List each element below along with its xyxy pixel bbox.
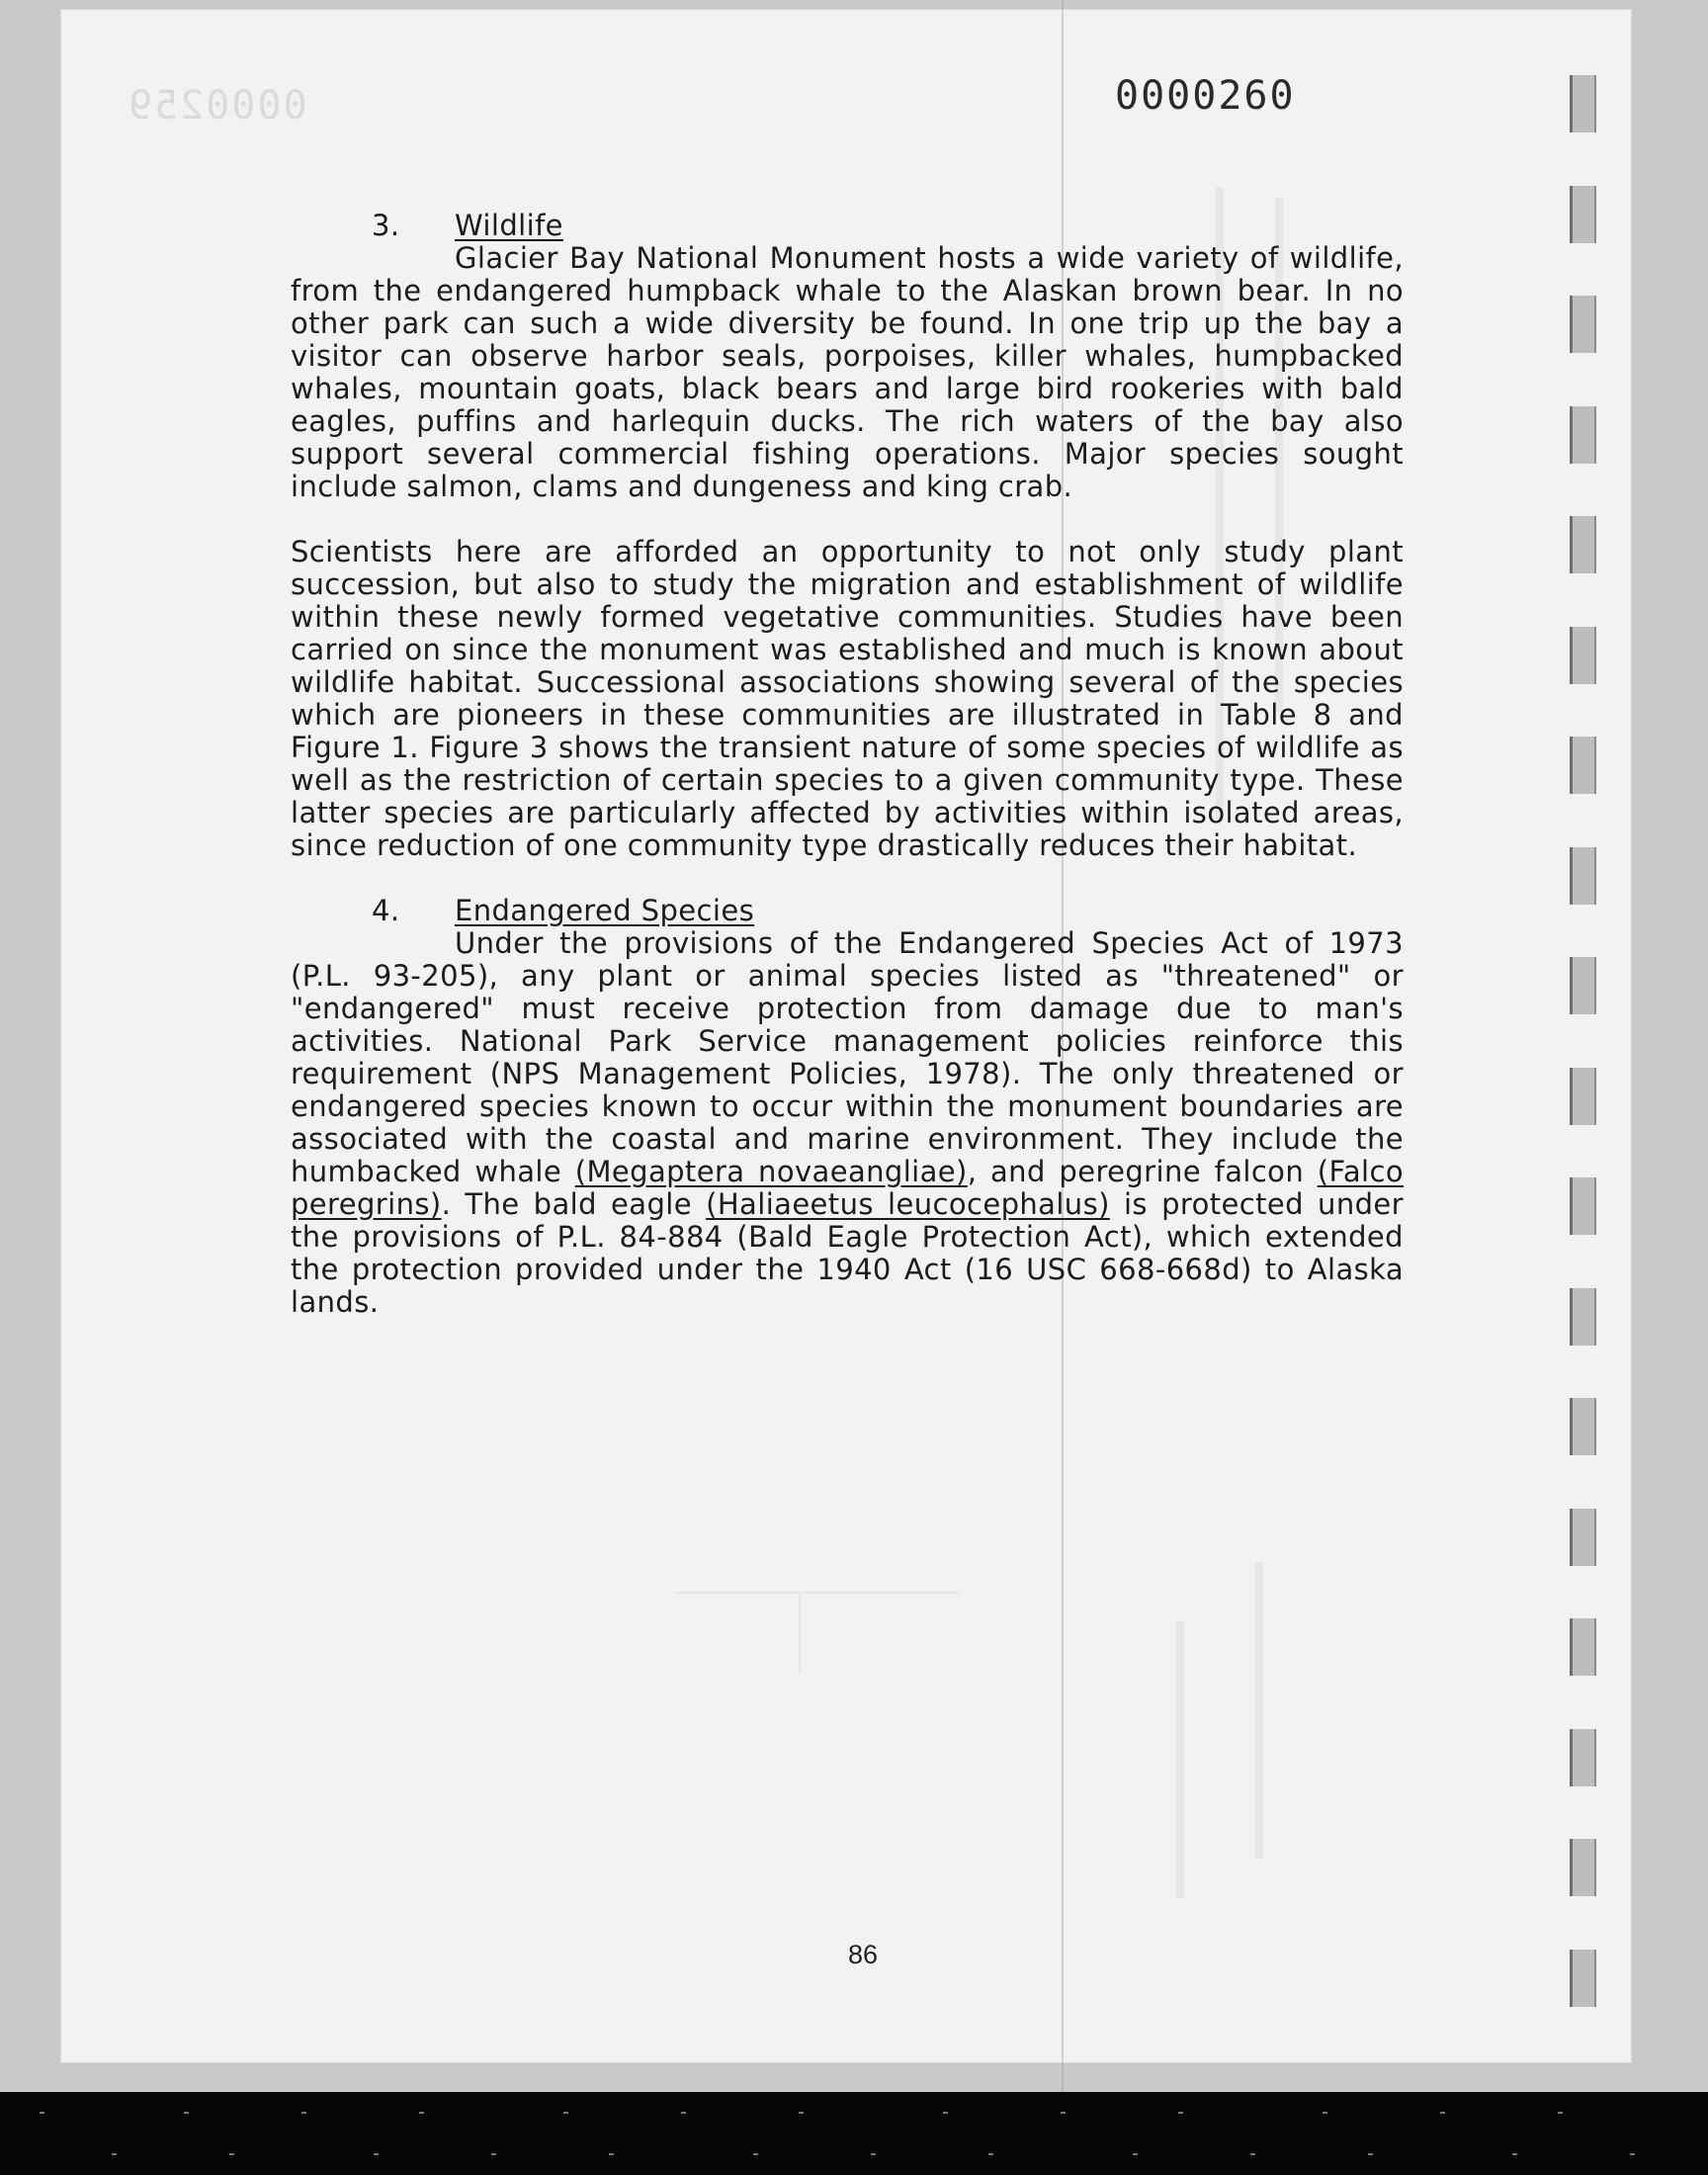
- bleed-through-mark: [676, 1592, 959, 1594]
- binder-hole: [1570, 1068, 1596, 1125]
- binder-hole: [1570, 406, 1596, 464]
- scan-speck: [1250, 2153, 1255, 2155]
- scan-speck: [1368, 2153, 1373, 2155]
- text-run: is protected under the provisions of P.L. 84-884 (Bald Eagle Protection Act), which extended the protection provided under the 1940 Act (16 USC 668-668d) to Alaska lands.: [291, 1187, 1404, 1319]
- text-run: Under the provisions of the Endangered Species Act of 1973 (P.L. 93-205), any plant or animal species listed as "threatened" or "endangered" must receive protection from damage due to man's activities. National Park Service management policies reinforce this requirement (NPS Management Policies, 1978). The only threatened or endangered species known to occur within the monument boundaries are associated with the coastal and marine environment. They include the humbacked whale: [291, 926, 1404, 1188]
- scan-speck: [229, 2153, 234, 2155]
- scan-speck: [112, 2153, 117, 2155]
- binder-hole: [1570, 737, 1596, 794]
- section-number: 4.: [372, 894, 400, 927]
- scan-speck: [1512, 2153, 1517, 2155]
- bleed-through-mark: [1176, 1621, 1184, 1898]
- section-number: 3.: [372, 209, 400, 242]
- binder-hole: [1570, 847, 1596, 905]
- binder-hole: [1570, 627, 1596, 684]
- text-run: . The bald eagle: [441, 1187, 707, 1221]
- scan-speck: [1323, 2112, 1327, 2114]
- scan-speck: [871, 2153, 876, 2155]
- page-number: 86: [847, 1940, 879, 1969]
- stamp-number-ghost: 0000259: [127, 83, 307, 129]
- scan-speck: [1440, 2112, 1445, 2114]
- scan-speck: [799, 2112, 804, 2114]
- binder-hole: [1570, 1509, 1596, 1566]
- scan-speck: [1061, 2112, 1066, 2114]
- binder-hole: [1570, 1618, 1596, 1676]
- scan-speck: [563, 2112, 568, 2114]
- scan-speck: [491, 2153, 496, 2155]
- text-run: , and peregrine falcon: [967, 1155, 1318, 1188]
- scan-speck: [301, 2112, 306, 2114]
- paragraph: Scientists here are afforded an opportunity to not only study plant succession, but also to study the migration and establishment of wildlife within these newly formed vegetative communities. Studies have been carried on since the monument was established and much is known about wildlife habitat. Successional associations showing several of the species which are pioneers in these communities are illustrated in Table 8 and Figure 1. Figure 3 shows the transient nature of some species of wildlife as well as the restriction of certain species to a given community type. These latter species are particularly affected by activities within isolated areas, since reduction of one community type drastically reduces their habitat.: [291, 535, 1404, 862]
- scan-speck: [943, 2112, 948, 2114]
- binder-hole: [1570, 1950, 1596, 2007]
- scan-speck: [374, 2153, 379, 2155]
- section-heading-wildlife: [291, 210, 1404, 242]
- species-name: (Megaptera novaeangliae): [574, 1155, 968, 1188]
- scan-speck: [184, 2112, 189, 2114]
- binder-hole: [1570, 1177, 1596, 1235]
- section-title: Endangered Species: [455, 894, 755, 927]
- paragraph: [291, 927, 1404, 1319]
- section-heading-endangered-species: [291, 895, 1404, 927]
- binder-hole: [1570, 957, 1596, 1014]
- binder-hole: [1570, 1398, 1596, 1455]
- document-body: [291, 210, 1404, 1319]
- scan-speck: [1630, 2153, 1635, 2155]
- species-name: (Haliaeetus leucocephalus): [706, 1187, 1110, 1221]
- binder-hole: [1570, 1729, 1596, 1786]
- species-name: (Falco peregrins): [291, 1155, 1404, 1221]
- binder-hole: [1570, 296, 1596, 353]
- scan-speck: [609, 2153, 614, 2155]
- bleed-through-mark: [799, 1594, 801, 1673]
- scan-speck: [40, 2112, 44, 2114]
- scan-speck: [1178, 2112, 1183, 2114]
- scan-speck: [988, 2153, 993, 2155]
- binder-hole: [1570, 1839, 1596, 1896]
- binder-hole: [1570, 186, 1596, 243]
- paragraph: Glacier Bay National Monument hosts a wide variety of wildlife, from the endangered humpback whale to the Alaskan brown bear. In no other park can such a wide diversity be found. In one trip up the bay a visitor can observe harbor seals, porpoises, killer whales, humpbacked whales, mountain goats, black bears and large bird rookeries with bald eagles, puffins and harlequin ducks. The rich waters of the bay also support several commercial fishing operations. Major species sought include salmon, clams and dungeness and king crab.: [291, 241, 1404, 503]
- binder-hole: [1570, 1288, 1596, 1346]
- scan-speck: [681, 2112, 686, 2114]
- scan-speck: [1558, 2112, 1563, 2114]
- section-title: Wildlife: [455, 209, 563, 242]
- scan-speck: [419, 2112, 424, 2114]
- binder-hole: [1570, 516, 1596, 573]
- scan-speck: [1133, 2153, 1138, 2155]
- scan-speck: [753, 2153, 758, 2155]
- scan-bottom-edge: [0, 2092, 1708, 2175]
- bleed-through-mark: [1255, 1562, 1263, 1859]
- stamp-number: 0000260: [1115, 73, 1296, 119]
- binder-hole: [1570, 75, 1596, 132]
